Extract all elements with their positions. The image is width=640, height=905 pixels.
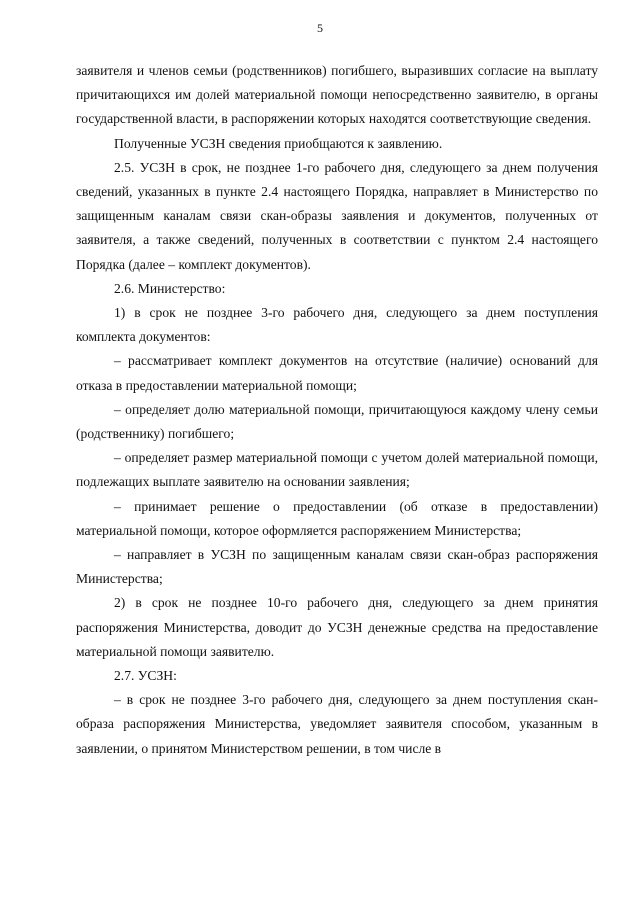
paragraph: 2.6. Министерство: [114, 280, 226, 296]
paragraph: – определяет долю материальной помощи, причитающуюся каждому члену семьи (родственнику) погибшего; [76, 401, 598, 442]
paragraph: 1) в срок не позднее 3-го рабочего дня, следующего за днем поступления комплекта документов: [76, 305, 598, 345]
paragraph: 2.5. УСЗН в срок, не позднее 1-го рабочего дня, следующего за днем получения сведений, указанных в пункте 2.4 настоящего Порядка, направляет в Министерство по защищенным каналам связи скан-образы заявления и документов, полученных от заявителя, а также сведений, полученных в соответствии с пунктом 2.4 настоящего Порядка (далее – комплект документов). [76, 159, 598, 272]
paragraph: Полученные УСЗН сведения приобщаются к заявлению. [114, 135, 443, 151]
paragraph: – в срок не позднее 3-го рабочего дня, следующего за днем поступления скан-образа распоряжения Министерства, уведомляет заявителя способом, указанным в заявлении, о принятом Министерством решении, в том числе в [76, 692, 598, 756]
paragraph: – принимает решение о предоставлении (об отказе в предоставлении) материальной помощи, которое оформляется распоряжением Министерства; [76, 498, 598, 538]
page-number: 5 [317, 21, 323, 35]
paragraph: 2) в срок не позднее 10-го рабочего дня, следующего за днем принятия распоряжения Министерства, доводит до УСЗН денежные средства на предоставление материальной помощи заявителю. [76, 595, 598, 659]
paragraph: 2.7. УСЗН: [114, 668, 177, 684]
paragraph: – направляет в УСЗН по защищенным каналам связи скан-образ распоряжения Министерства; [76, 547, 598, 587]
document-body [76, 59, 598, 761]
paragraph: заявителя и членов семьи (родственников) погибшего, выразивших согласие на выплату причитающихся им долей материальной помощи непосредственно заявителю, в органы государственной власти, в распоряжении которых находятся соответствующие сведения. [76, 63, 598, 127]
paragraph: – определяет размер материальной помощи с учетом долей материальной помощи, подлежащих выплате заявителю на основании заявления; [76, 450, 598, 490]
paragraph: – рассматривает комплект документов на отсутствие (наличие) оснований для отказа в предоставлении материальной помощи; [76, 353, 598, 393]
